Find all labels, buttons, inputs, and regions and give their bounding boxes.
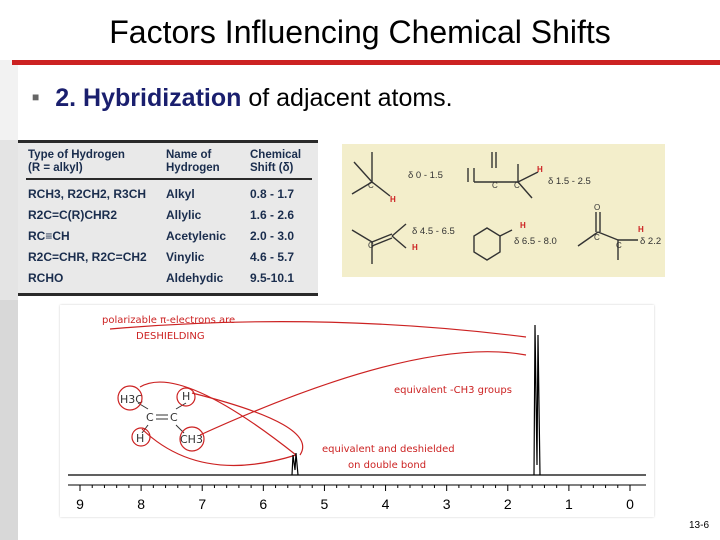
axis-tick-label: 4: [381, 496, 390, 512]
cell-name: Alkyl: [166, 187, 195, 201]
bullet-bold-text: 2. Hybridization: [55, 84, 242, 112]
shift-label: δ 1.5 - 2.5: [548, 176, 591, 187]
nmr-spectrum-panel: [60, 305, 654, 517]
atom-label: C: [616, 241, 622, 250]
slide-number: 13-6: [689, 520, 710, 531]
molecule-ch3: CH3: [180, 433, 203, 446]
axis-tick-label: 2: [503, 496, 512, 512]
table-row: [18, 250, 318, 270]
axis-tick-label: 0: [626, 496, 634, 512]
structures-panel: [342, 144, 665, 277]
bullet-icon: ■: [32, 90, 40, 104]
axis-tick-label: 8: [137, 496, 146, 512]
molecule-c: C: [146, 411, 154, 424]
cell-name: Aldehydic: [166, 271, 224, 285]
shift-label: δ 0 - 1.5: [408, 170, 443, 181]
shift-label: δ 6.5 - 8.0: [514, 236, 557, 247]
atom-label: H: [520, 221, 526, 230]
atom-label: O: [594, 203, 601, 212]
title-rule: [12, 60, 720, 65]
cell-shift: 2.0 - 3.0: [250, 229, 295, 243]
annotation-ch3: equivalent -CH3 groups: [394, 385, 512, 396]
table-row: [18, 208, 318, 228]
table-row: [18, 187, 318, 207]
header-divider: [26, 178, 312, 180]
header-shift: Chemical Shift (δ): [250, 149, 302, 174]
cell-name: Allylic: [166, 208, 202, 222]
atom-label: H: [412, 243, 418, 252]
annotation-vinyl-line1: equivalent and deshielded: [322, 444, 455, 455]
atom-label: C: [492, 181, 498, 190]
atom-label: C: [594, 233, 600, 242]
table-row: [18, 271, 318, 291]
cell-type: RCHO: [28, 271, 64, 285]
structures-diagram: [342, 144, 665, 277]
header-type: Type of Hydrogen (R = alkyl): [28, 149, 125, 174]
atom-label: C: [514, 181, 520, 190]
cell-name: Acetylenic: [166, 229, 227, 243]
axis-tick-label: 7: [198, 496, 207, 512]
cell-type: RCH3, R2CH2, R3CH: [28, 187, 147, 201]
cell-shift: 4.6 - 5.7: [250, 250, 295, 264]
annotation-pi-line2: DESHIELDING: [136, 331, 205, 342]
annotation-pi-line1: polarizable π-electrons are: [102, 315, 236, 326]
table-row: [18, 229, 318, 249]
shift-label: δ 2.2: [640, 236, 662, 247]
axis-tick-label: 9: [76, 496, 84, 512]
molecule-h3c: H3C: [120, 393, 143, 406]
cell-type: R2C=C(R)CHR2: [28, 208, 118, 222]
molecule-h: H: [182, 390, 191, 403]
atom-label: H: [638, 225, 644, 234]
bullet-point: [32, 84, 453, 113]
nmr-spectrum: [60, 305, 654, 517]
slide-title: Factors Influencing Chemical Shifts: [109, 14, 611, 50]
atom-label: H: [537, 165, 543, 174]
header-name: Name of Hydrogen: [166, 149, 220, 174]
annotation-vinyl-line2: on double bond: [348, 460, 427, 471]
shift-label: δ 4.5 - 6.5: [412, 226, 455, 237]
cell-type: RC≡CH: [28, 229, 70, 243]
cell-name: Vinylic: [166, 250, 205, 264]
cell-type: R2C=CHR, R2C=CH2: [28, 250, 147, 264]
shift-table: [18, 140, 318, 296]
molecule-c: C: [170, 411, 178, 424]
atom-label: C: [368, 181, 374, 190]
atom-label: C: [368, 241, 374, 250]
atom-label: H: [390, 195, 396, 204]
cell-shift: 0.8 - 1.7: [250, 187, 295, 201]
cell-shift: 1.6 - 2.6: [250, 208, 295, 222]
left-accent-bar: [0, 0, 18, 540]
axis-tick-label: 6: [259, 496, 268, 512]
molecule-h: H: [136, 432, 145, 445]
axis-tick-label: 3: [442, 496, 451, 512]
axis-tick-label: 1: [564, 496, 573, 512]
axis-tick-label: 5: [320, 496, 329, 512]
cell-shift: 9.5-10.1: [250, 271, 295, 285]
bullet-text: of adjacent atoms.: [241, 84, 453, 112]
